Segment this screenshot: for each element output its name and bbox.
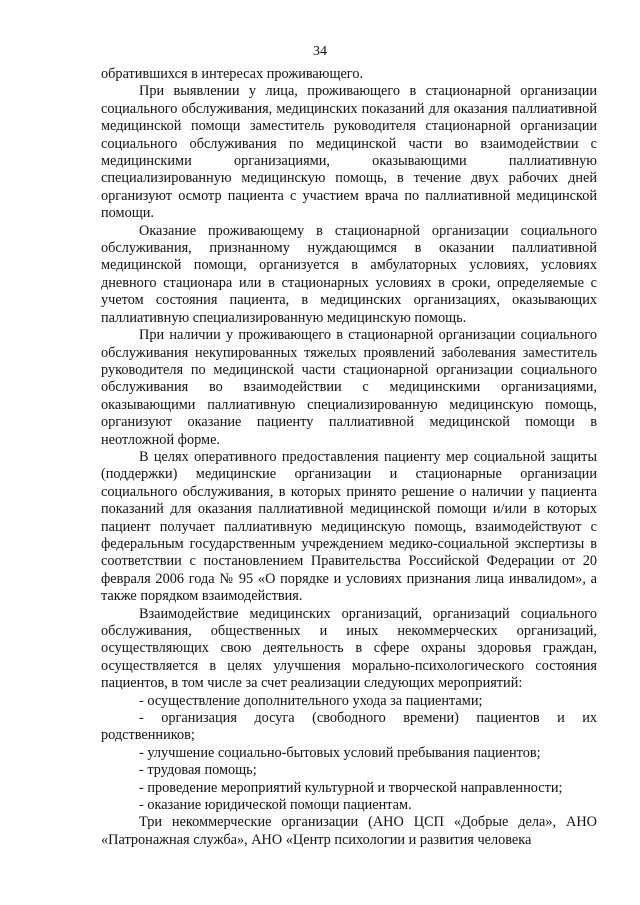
- list-item: - трудовая помощь;: [139, 762, 257, 779]
- paragraph-interaction: Взаимодействие медицинских организаций, организаций социального обслуживания, общественных и иных некоммерческих организаций, осуществляющих свою деятельность в сфере охраны здоровья граждан, осуществляется в целях улучшения морально-психологического состояния пациентов, в том числе за счет реализации следующих мероприятий:: [101, 605, 597, 692]
- paragraph-continuation: обратившихся в интересах проживающего.: [101, 66, 364, 82]
- list-item: - осуществление дополнительного ухода за пациентами;: [139, 692, 483, 709]
- paragraph-nonprofits: Три некоммерческие организации (АНО ЦСП «Добрые дела», АНО «Патронажная служба», АНО «Центр психологии и развития человека: [101, 814, 597, 848]
- list-item: - улучшение социально-бытовых условий пребывания пациентов;: [139, 744, 541, 761]
- paragraph-social-protection: В целях оперативного предоставления пациенту мер социальной защиты (поддержки) медицинские организации и стационарные организации социального обслуживания, в которых принято решение о наличии у пациента показаний для оказания паллиативной медицинской помощи и/или в которых пациент получает паллиативную медицинскую помощь, взаимодействуют с федеральным государственным учреждением медико-социальной экспертизы в соответствии с постановлением Правительства Российской Федерации от 20 февраля 2006 года № 95 «О порядке и условиях признания лица инвалидом», а также порядком взаимодействия.: [101, 448, 597, 605]
- paragraph-palliative-detection: При выявлении у лица, проживающего в стационарной организации социального обслуживания, медицинских показаний для оказания паллиативной медицинской помощи заместитель руководителя стационарной организации социального обслуживания по медицинской части во взаимодействии с медицинскими организациями, оказывающими паллиативную специализированную медицинскую помощь, в течение двух рабочих дней организуют осмотр пациента с участием врача по паллиативной медицинской помощи.: [101, 83, 597, 222]
- list-item: - оказание юридической помощи пациентам.: [139, 797, 412, 814]
- page-number: 34: [313, 44, 327, 59]
- document-body: [101, 66, 597, 849]
- paragraph-palliative-care-provision: Оказание проживающему в стационарной организации социального обслуживания, признанному нуждающимся в оказании паллиативной медицинской помощи, организуется в амбулаторных условиях, условиях дневного стационара или в стационарных условиях в сроки, определяемые с учетом состояния пациента, в медицинских организациях, оказывающих паллиативную специализированную медицинскую помощь.: [101, 222, 597, 326]
- paragraph-urgent-care: При наличии у проживающего в стационарной организации социального обслуживания некупированных тяжелых проявлений заболевания заместитель руководителя по медицинской части стационарной организации социального обслуживания во взаимодействии с медицинскими организациями, оказывающими паллиативную специализированную медицинскую помощь, организуют оказание пациенту паллиативной медицинской помощи в неотложной форме.: [101, 327, 597, 448]
- list-item: - проведение мероприятий культурной и творческой направленности;: [139, 779, 563, 796]
- list-item: - организация досуга (свободного времени) пациентов и их родственников;: [101, 710, 597, 744]
